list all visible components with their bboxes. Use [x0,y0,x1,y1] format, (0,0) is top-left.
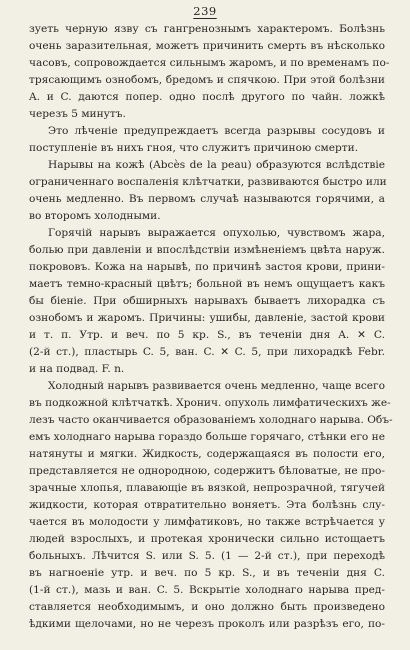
text-line: (1-й ст.), мазь и ван. C. 5. Вскрытіе холоднаго нарыва пред- [29,584,385,596]
text-line: A. и C. даются попер. одно послѣ другого по чайн. ложкѣ [29,91,385,103]
text-line: ограниченнаго воспаленія клѣтчатки, развиваются быстро или [29,176,387,188]
text-line: часовъ, сопровождается сильнымъ жаромъ, и по временамъ по- [29,57,390,69]
text-line: натянуты и мягки. Жидкость, содержащаяся въ полости его, [29,448,385,460]
text-line: чается въ молодости у лимфатиковъ, но также встрѣчается у [29,516,385,528]
text-line: жидкости, которая отвратительно воняетъ. Эта болѣзнь слу- [29,499,385,511]
text-line: лезъ часто оканчивается образованіемъ холоднаго нарыва. Объ- [29,414,393,426]
text-line: ѣдкими щелочами, но не черезъ проколъ или разрѣзъ его, по- [29,618,385,630]
text-line: больныхъ. Лѣчится S. или S. 5. (1 — 2-й ст.), при переходѣ [29,550,385,562]
text-line: и т. п. Утр. и веч. по 5 кр. S., въ теченіи дня A. ✕ C. [29,329,385,341]
text-line: трясающимъ ознобомъ, бредомъ и спячкою. При этой болѣзни [29,74,385,86]
text-line: и на подвад. F. n. [29,363,125,375]
page-number: 239 [193,4,217,18]
text-line: черезъ 5 минутъ. [29,108,126,120]
text-line: зрачные хлопья, плавающіе въ вязкой, непрозрачной, тягучей [29,482,385,494]
text-line: очень заразительная, можетъ причинить смерть въ нѣсколько [29,40,385,52]
text-line: маетъ темно-красный цвѣтъ; больной въ немъ ощущаетъ какъ [29,278,385,290]
text-line: очень медленно. Въ первомъ случаѣ называются горячими, а [29,193,385,205]
text-line: во второмъ холодными. [29,210,161,222]
text-line: покрововъ. Кожа на нарывѣ, по причинѣ застоя крови, прини- [29,261,385,273]
text-line: въ нагноеніе утр. и веч. по 5 кр. S., и въ теченіи дня C. [29,567,385,579]
text-line: ставляется необходимымъ, и оно должно быть произведено [29,601,385,613]
text-line: бы біеніе. При обширныхъ нарывахъ бываетъ лихорадка съ [29,295,385,307]
text-line: (2-й ст.), пластырь C. 5, ван. C. ✕ C. 5, при лихорадкѣ Febr. [29,346,385,358]
text-line: людей взрослыхъ, и протекая хронически сильно истощаетъ [29,533,385,545]
text-line: Горячій нарывъ выражается опухолью, чувствомъ жара, [48,227,385,239]
text-line: представляется не однородною, содержитъ бѣловатые, не про- [29,465,385,477]
text-line: Холодный нарывъ развивается очень медленно, чаще всего [48,380,385,392]
text-line: емъ холоднаго нарыва гораздо больше горячаго, стѣнки его не [29,431,385,443]
text-line: въ подкожной клѣтчаткѣ. Хронич. опухоль лимфатическихъ же- [29,397,391,409]
text-line: Это лѣченіе предупреждаетъ всегда разрывы сосудовъ и [48,125,385,137]
text-line: поступленіе въ нихъ гноя, что служитъ причиною смерти. [29,142,359,154]
text-line: Нарывы на кожѣ (Abcès de la peau) образуются вслѣдствіе [48,159,385,171]
text-line: зуеть черную язву съ гангренознымъ характеромъ. Болѣзнь [29,23,385,35]
text-line: болью при давленіи и впослѣдствіи измѣненіемъ цвѣта наруж. [29,244,385,256]
text-line: ознобомъ и жаромъ. Причины: ушибы, давленіе, застой крови [29,312,385,324]
